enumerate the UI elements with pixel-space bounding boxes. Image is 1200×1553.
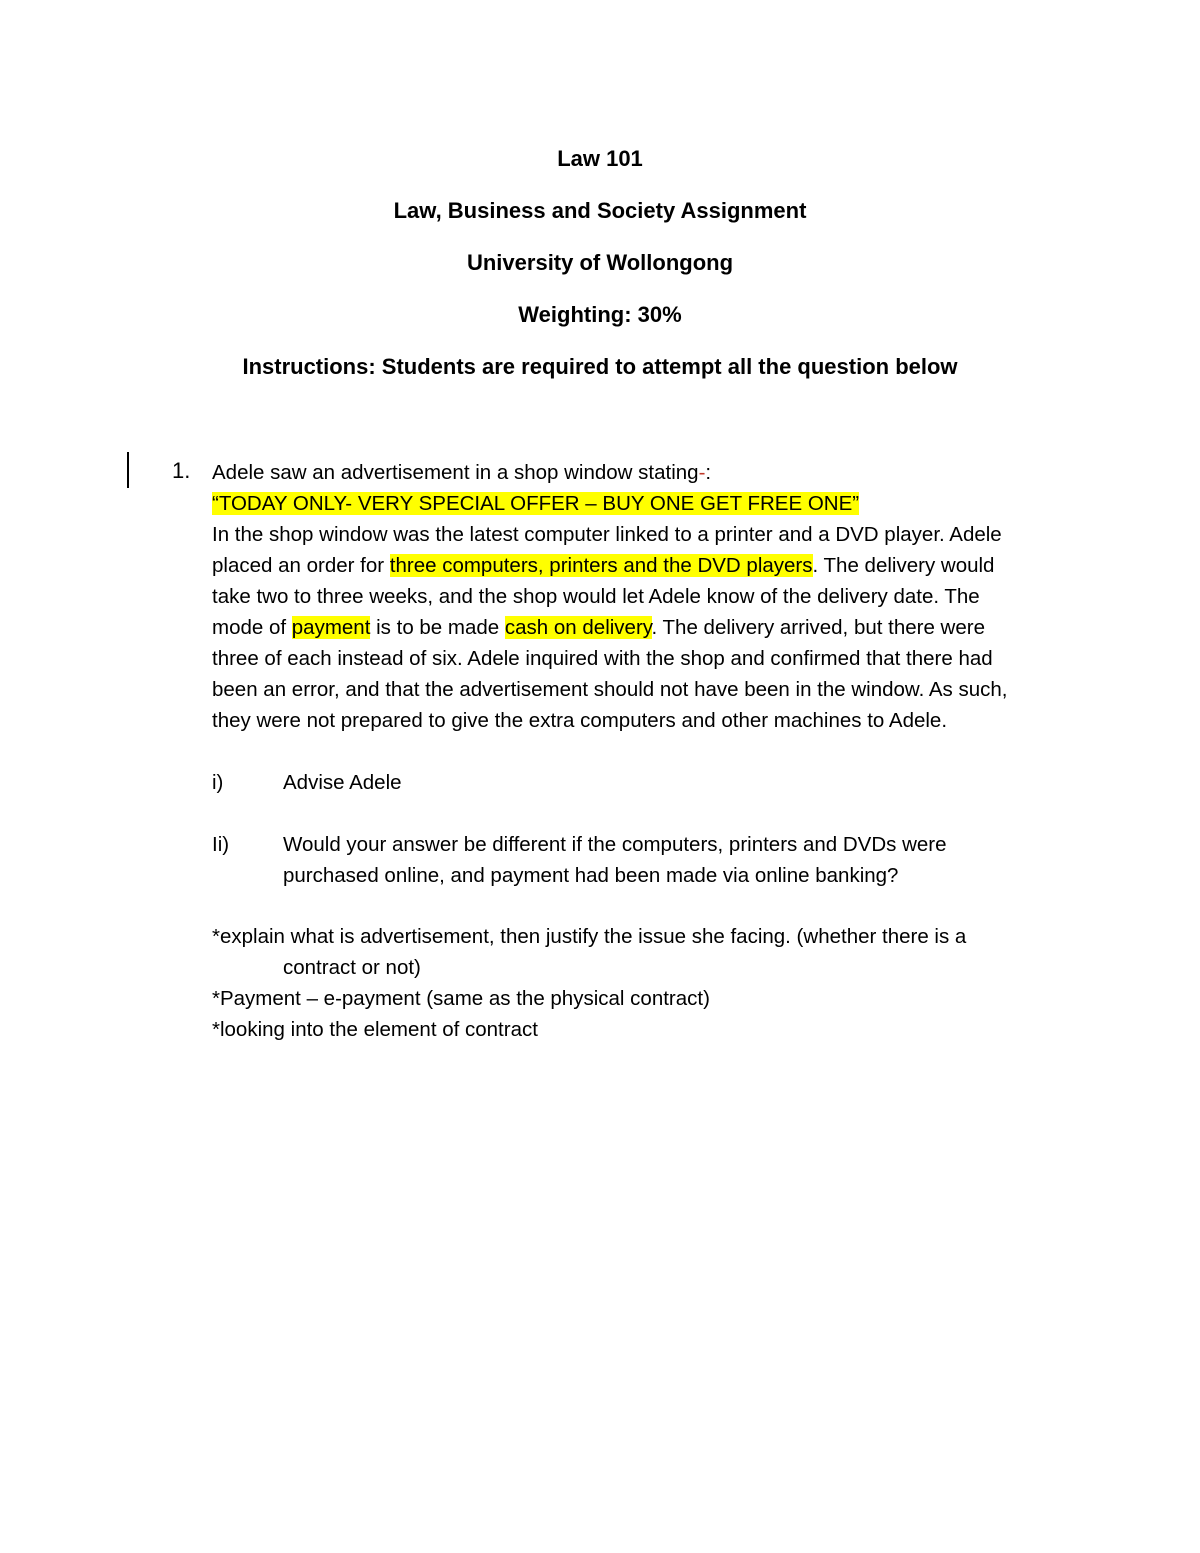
- question-line-6-mid: is to be made: [370, 616, 505, 639]
- offer-quote: “TODAY ONLY- VERY SPECIAL OFFER – BUY ONE GET FREE ONE”: [212, 492, 860, 515]
- subquestion-text-ii-line-2: purchased online, and payment had been made via online banking?: [283, 864, 899, 887]
- question-line-4-post: . The delivery would: [812, 554, 995, 577]
- question-line-1-end: :: [705, 461, 712, 484]
- highlight-order-items: three computers, printers and the DVD players: [389, 554, 813, 577]
- instructions: Instructions: Students are required to attempt all the question below: [242, 354, 958, 379]
- question-line-6-pre: mode of: [212, 616, 292, 639]
- question-line-3: In the shop window was the latest computer linked to a printer and a DVD player. Adele: [212, 523, 1002, 546]
- question-line-6-post: . The delivery arrived, but there were: [651, 616, 985, 639]
- offer-quote-line: [212, 488, 1072, 519]
- question-line-4-pre: placed an order for: [212, 554, 390, 577]
- course-code: Law 101: [557, 146, 643, 171]
- question-line-9: they were not prepared to give the extra computers and other machines to Adele.: [212, 709, 948, 732]
- note-advertisement-line-1: *explain what is advertisement, then justify the issue she facing. (whether there is a: [212, 925, 967, 948]
- weighting: Weighting: 30%: [518, 302, 682, 327]
- highlight-payment: payment: [291, 616, 371, 639]
- question-line-7: three of each instead of six. Adele inquired with the shop and confirmed that there had: [212, 647, 993, 670]
- question-line-8: been an error, and that the advertisement should not have been in the window. As such,: [212, 678, 1008, 701]
- highlight-cash-on-delivery: cash on delivery: [504, 616, 652, 639]
- question-line-4: [212, 550, 1072, 581]
- question-line-5: take two to three weeks, and the shop would let Adele know of the delivery date. The: [212, 585, 980, 608]
- question-line-1-text: Adele saw an advertisement in a shop window stating: [212, 461, 699, 484]
- subquestion-text-i: Advise Adele: [283, 771, 402, 794]
- subquestion-label-ii: Ii): [212, 833, 230, 856]
- note-contract-elements: *looking into the element of contract: [212, 1018, 538, 1041]
- subquestion-label-i: i): [212, 771, 224, 794]
- university-name: University of Wollongong: [466, 250, 734, 275]
- question-number: 1.: [172, 458, 191, 483]
- question-body: [212, 457, 1072, 736]
- tracked-change-mark: -: [698, 461, 706, 484]
- assignment-title: Law, Business and Society Assignment: [393, 198, 807, 223]
- question-line-6: [212, 612, 1072, 643]
- question-line-1: [212, 457, 1072, 488]
- note-payment: *Payment – e-payment (same as the physical contract): [212, 987, 710, 1010]
- revision-change-bar: [127, 452, 129, 488]
- note-advertisement-line-2: contract or not): [283, 956, 421, 979]
- subquestion-text-ii-line-1: Would your answer be different if the computers, printers and DVDs were: [283, 833, 947, 856]
